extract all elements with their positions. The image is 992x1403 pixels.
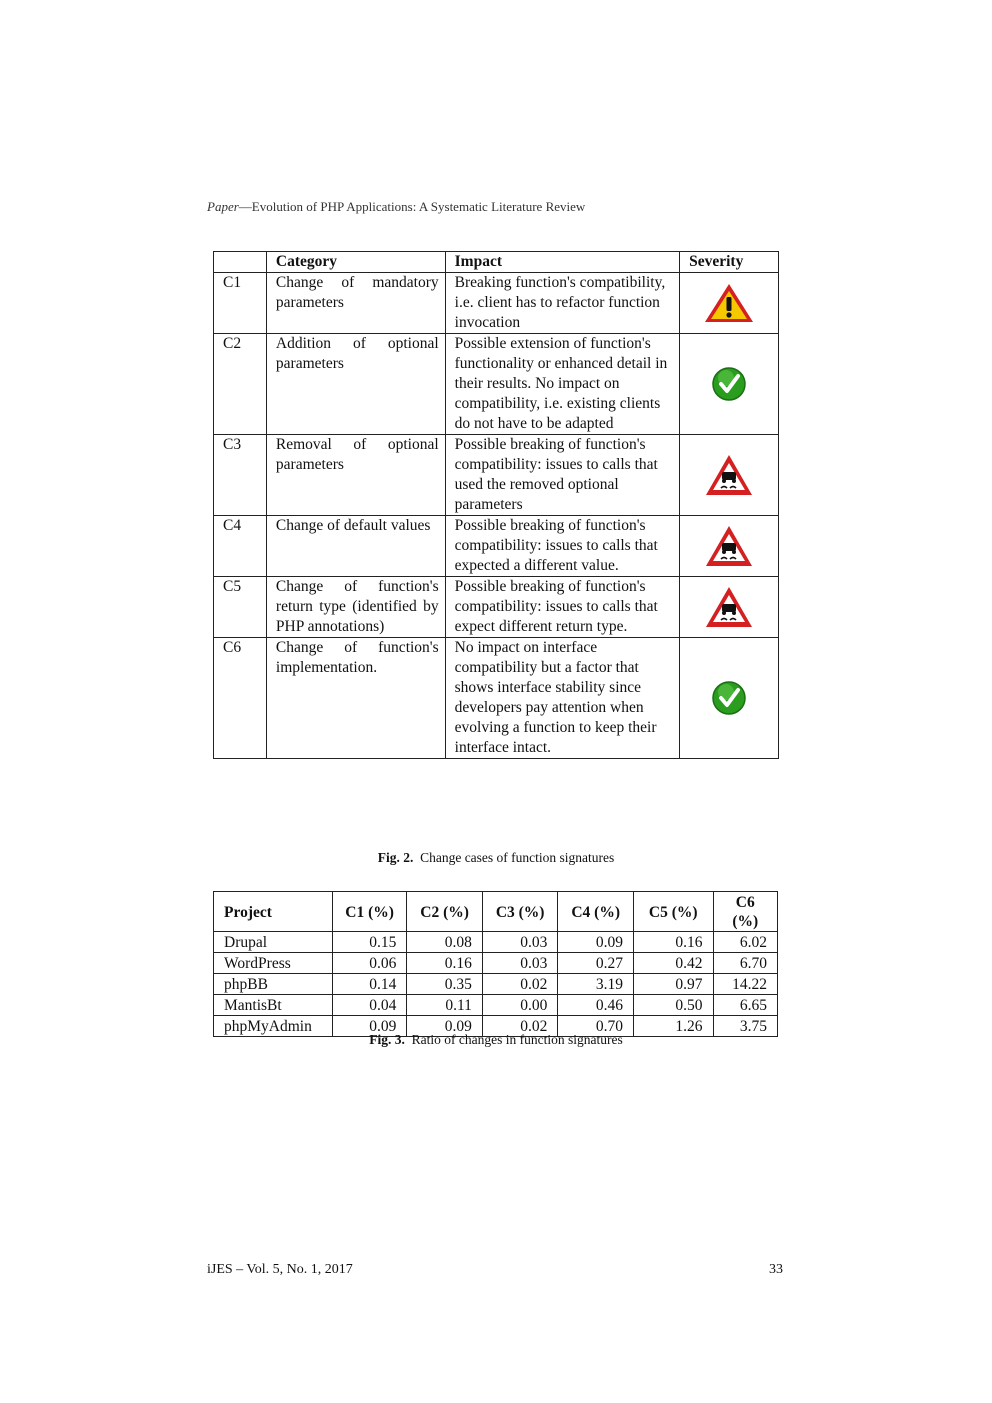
row-impact: Possible extension of function's functionality or enhanced detail in their results. No impact on compatibility, i.e. existing clients do not have to be adapted (445, 334, 679, 435)
value-c4: 0.70 (558, 1016, 634, 1037)
header-c4: C4 (%) (558, 892, 634, 932)
row-severity (680, 516, 779, 577)
row-id: C1 (214, 273, 267, 334)
table-row (214, 516, 779, 577)
header-paper-label: Paper (207, 199, 239, 214)
table-row (214, 932, 778, 953)
value-c6: 6.70 (713, 953, 778, 974)
figure-3-text: Ratio of changes in function signatures (411, 1032, 623, 1047)
table-row (214, 334, 779, 435)
value-c5: 0.16 (633, 932, 713, 953)
page-number: 33 (769, 1262, 783, 1277)
header-c3: C3 (%) (482, 892, 558, 932)
value-c6: 6.02 (713, 932, 778, 953)
value-c1: 0.14 (332, 974, 407, 995)
row-impact: Possible breaking of function's compatibility: issues to calls that expect different return type. (445, 577, 679, 638)
value-c3: 0.03 (482, 932, 558, 953)
row-id: C4 (214, 516, 267, 577)
row-impact: Breaking function's compatibility, i.e. client has to refactor function invocation (445, 273, 679, 334)
project-name: WordPress (214, 953, 333, 974)
value-c2: 0.09 (407, 1016, 483, 1037)
header-title: —Evolution of PHP Applications: A Systematic Literature Review (238, 199, 586, 214)
footer-journal: iJES – Vol. 5, No. 1, 2017 (207, 1262, 353, 1277)
value-c1: 0.15 (332, 932, 407, 953)
value-c5: 1.26 (633, 1016, 713, 1037)
row-id: C3 (214, 435, 267, 516)
table-row (214, 953, 778, 974)
value-c1: 0.09 (332, 1016, 407, 1037)
row-impact: Possible breaking of function's compatibility: issues to calls that expected a different value. (445, 516, 679, 577)
row-category: Change of function's return type (identified by PHP annotations) (266, 577, 445, 638)
header-c6: C6 (%) (713, 892, 778, 932)
value-c1: 0.06 (332, 953, 407, 974)
value-c6: 3.75 (713, 1016, 778, 1037)
row-category: Change of default values (266, 516, 445, 577)
header-impact: Impact (445, 252, 679, 273)
row-category: Change of function's implementation. (266, 638, 445, 759)
value-c1: 0.04 (332, 995, 407, 1016)
value-c6: 14.22 (713, 974, 778, 995)
figure-3-caption (213, 1032, 779, 1048)
value-c5: 0.42 (633, 953, 713, 974)
value-c2: 0.08 (407, 932, 483, 953)
project-name: Drupal (214, 932, 333, 953)
row-severity (680, 435, 779, 516)
row-category: Addition of optional parameters (266, 334, 445, 435)
slippery-road-icon (704, 585, 754, 629)
row-category: Removal of optional parameters (266, 435, 445, 516)
value-c2: 0.16 (407, 953, 483, 974)
value-c2: 0.35 (407, 974, 483, 995)
value-c3: 0.02 (482, 974, 558, 995)
header-category: Category (266, 252, 445, 273)
value-c5: 0.50 (633, 995, 713, 1016)
table-header-row (214, 252, 779, 273)
slippery-road-icon (704, 453, 754, 497)
slippery-road-icon (704, 524, 754, 568)
header-project: Project (214, 892, 333, 932)
table-row (214, 974, 778, 995)
project-name: phpMyAdmin (214, 1016, 333, 1037)
value-c4: 0.09 (558, 932, 634, 953)
value-c3: 0.00 (482, 995, 558, 1016)
header-c1: C1 (%) (332, 892, 407, 932)
running-header (207, 199, 585, 215)
header-id (214, 252, 267, 273)
row-impact: Possible breaking of function's compatibility: issues to calls that used the removed optional parameters (445, 435, 679, 516)
row-id: C2 (214, 334, 267, 435)
row-id: C6 (214, 638, 267, 759)
row-severity (680, 334, 779, 435)
figure-2-text: Change cases of function signatures (420, 850, 615, 865)
value-c3: 0.03 (482, 953, 558, 974)
check-icon (711, 680, 747, 716)
value-c2: 0.11 (407, 995, 483, 1016)
value-c5: 0.97 (633, 974, 713, 995)
row-severity (680, 577, 779, 638)
table-header-row (214, 892, 778, 932)
header-c5: C5 (%) (633, 892, 713, 932)
row-severity (680, 273, 779, 334)
header-c2: C2 (%) (407, 892, 483, 932)
row-category: Change of mandatory parameters (266, 273, 445, 334)
figure-2-label: Fig. 2. (377, 850, 414, 865)
value-c4: 0.46 (558, 995, 634, 1016)
table-row (214, 995, 778, 1016)
change-cases-table (213, 251, 779, 759)
table-row (214, 577, 779, 638)
value-c3: 0.02 (482, 1016, 558, 1037)
row-impact: No impact on interface compatibility but a factor that shows interface stability since developers pay attention when evolving a function to keep their interface intact. (445, 638, 679, 759)
project-name: MantisBt (214, 995, 333, 1016)
table-row (214, 638, 779, 759)
warning-icon (703, 282, 755, 324)
value-c4: 3.19 (558, 974, 634, 995)
figure-3-label: Fig. 3. (369, 1032, 405, 1047)
project-name: phpBB (214, 974, 333, 995)
check-icon (711, 366, 747, 402)
value-c4: 0.27 (558, 953, 634, 974)
row-severity (680, 638, 779, 759)
header-severity: Severity (680, 252, 779, 273)
row-id: C5 (214, 577, 267, 638)
ratio-table (213, 891, 778, 1037)
figure-2-caption (213, 850, 779, 866)
table-row (214, 273, 779, 334)
table-row (214, 435, 779, 516)
value-c6: 6.65 (713, 995, 778, 1016)
